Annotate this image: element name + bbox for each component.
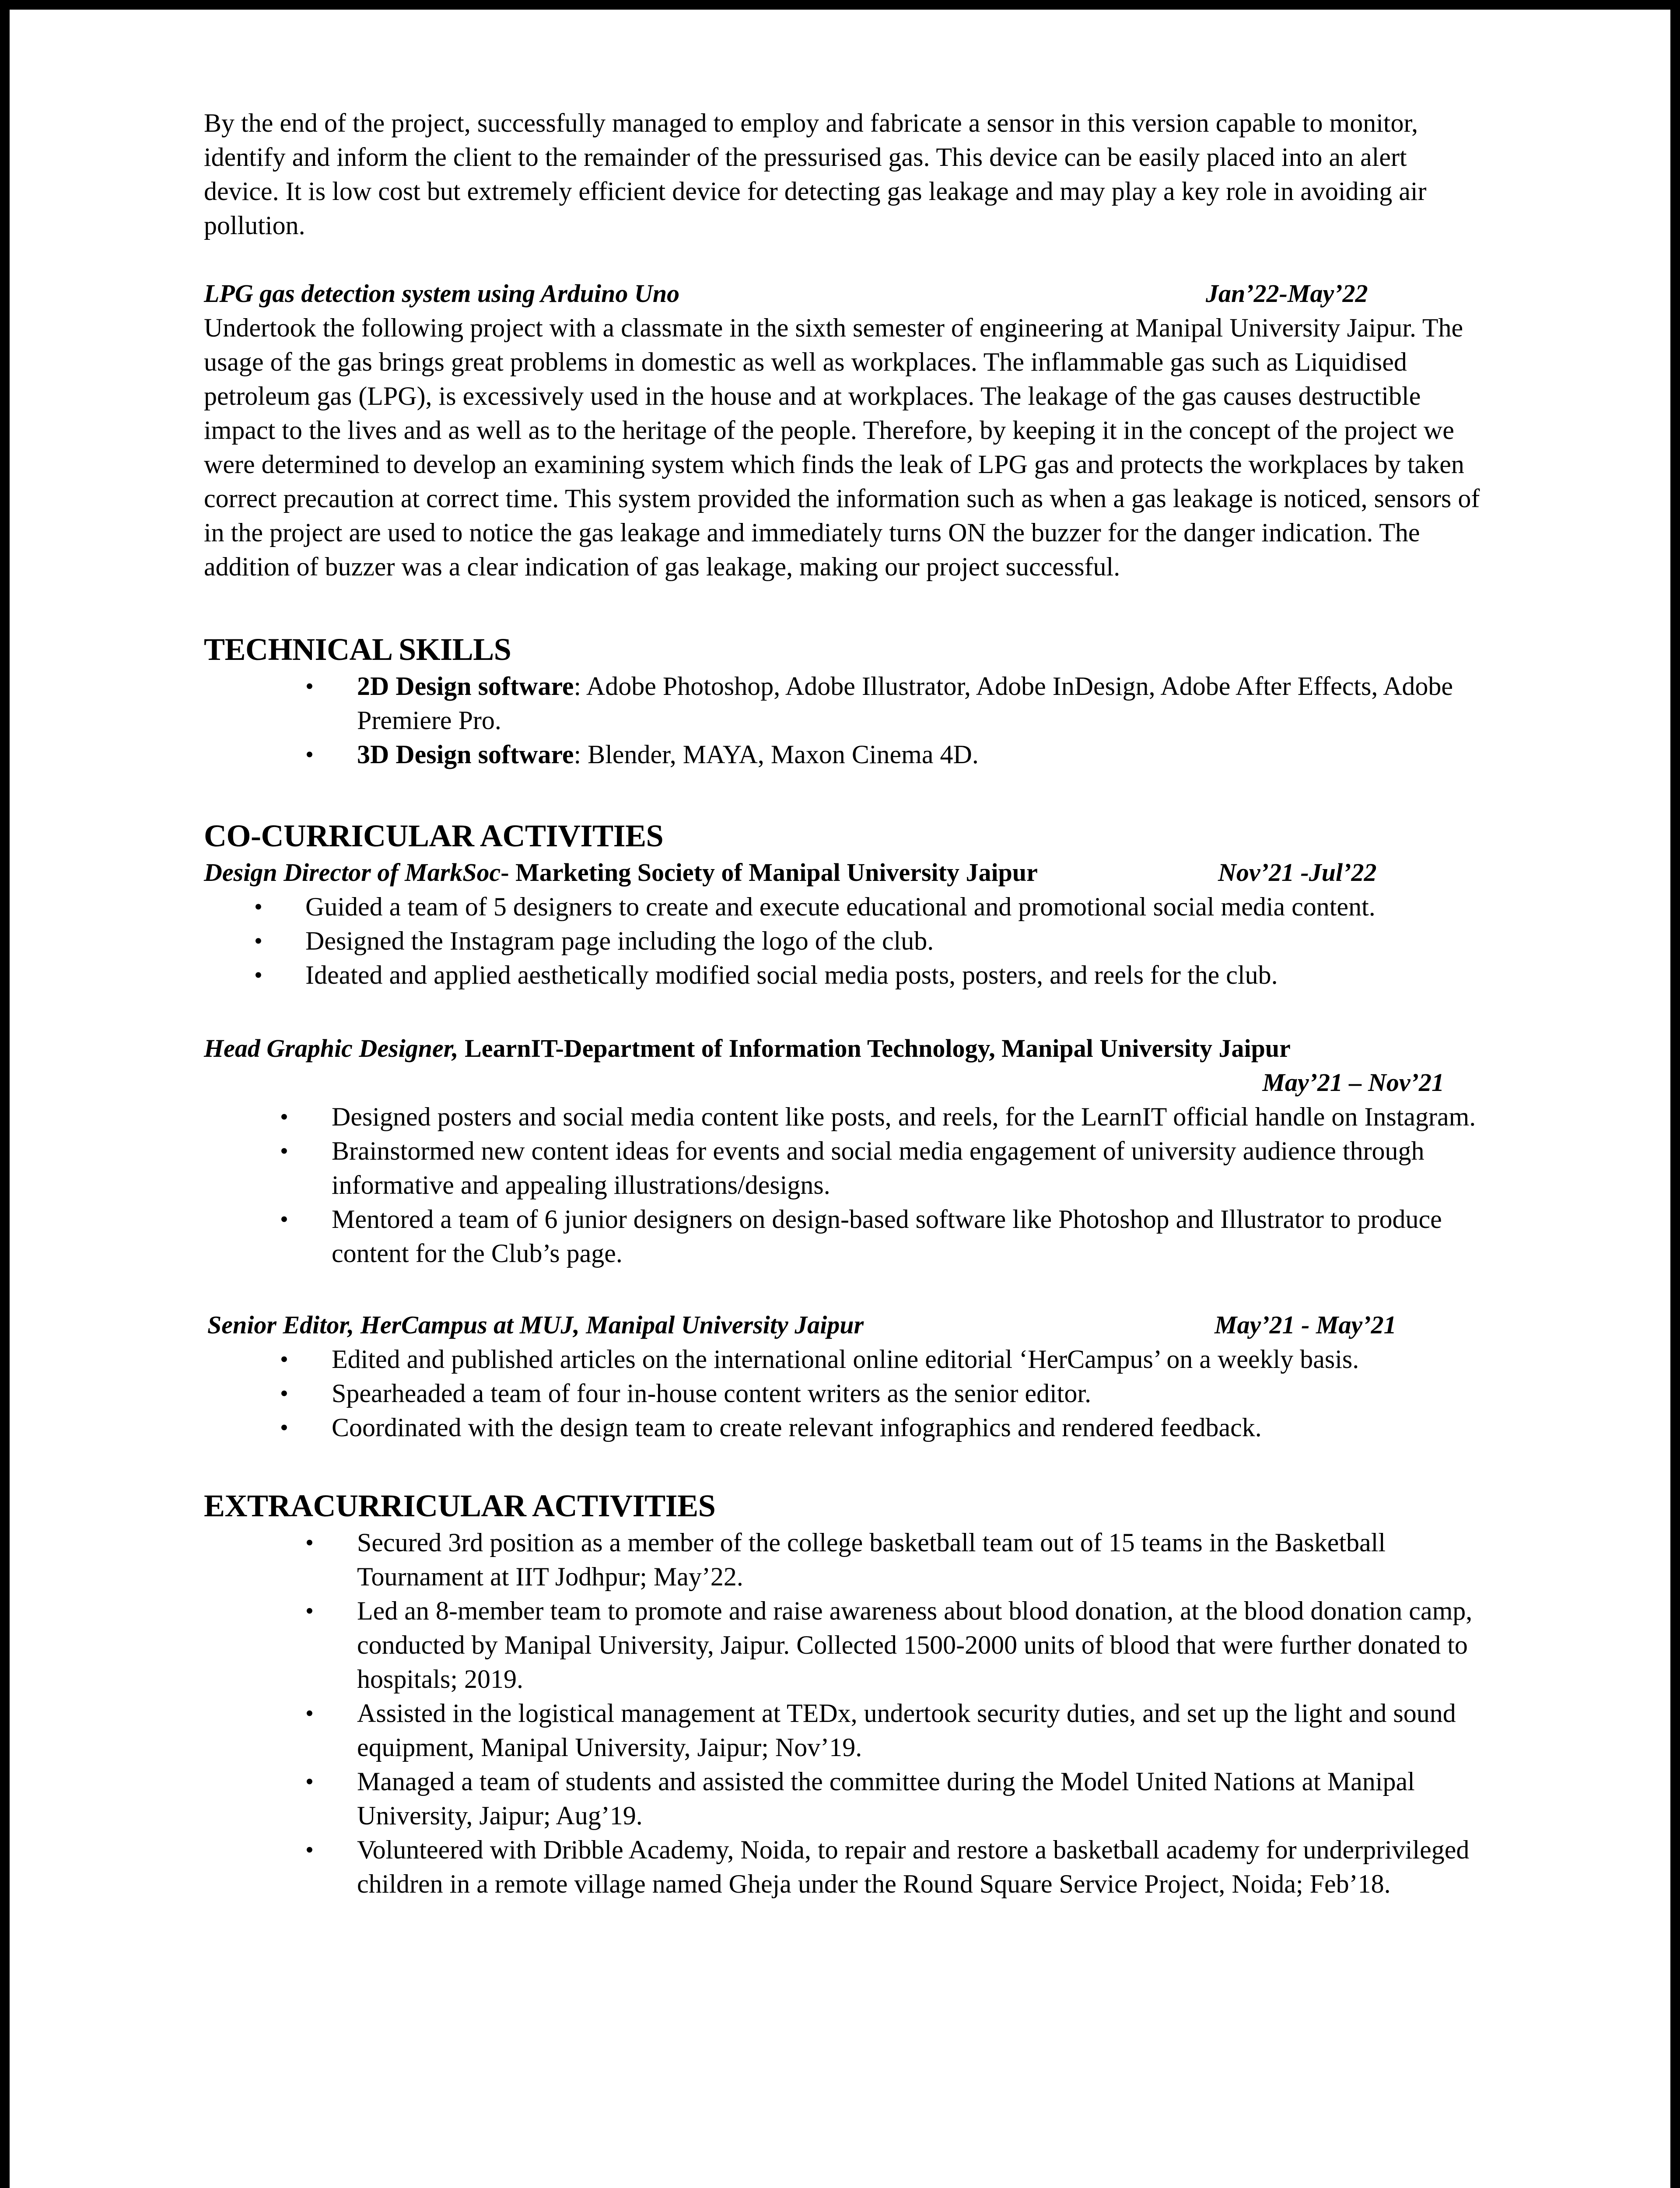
skill-label: 2D Design software [357, 672, 574, 701]
role-bullets [204, 1342, 1481, 1445]
role-date: May’21 – Nov’21 [1262, 1068, 1444, 1097]
list-item [204, 890, 1481, 924]
bullet-icon: • [305, 741, 314, 768]
bullet-text: Assisted in the logistical management at TEDx, undertook security duties, and set up the light and sound equipment, Manipal University, Jaipur; Nov’19. [357, 1699, 1456, 1762]
list-item [204, 1100, 1481, 1134]
bullet-icon: • [254, 962, 262, 988]
bullet-text: Managed a team of students and assisted the committee during the Model United Nations at Manipal University, Jaipur; Aug’19. [357, 1767, 1415, 1830]
extracurricular-list [204, 1525, 1481, 1901]
list-item [204, 1202, 1481, 1270]
bullet-text: Edited and published articles on the international online editorial ‘HerCampus’ on a weekly basis. [332, 1345, 1359, 1374]
list-item [204, 737, 1481, 771]
bullet-text: Designed the Instagram page including the logo of the club. [305, 926, 934, 955]
role-heading [204, 1308, 1481, 1342]
bullet-icon: • [280, 1414, 288, 1441]
bullet-icon: • [305, 1700, 314, 1726]
bullet-icon: • [305, 1598, 314, 1624]
project-description: Undertook the following project with a classmate in the sixth semester of engineering at Manipal University Jaipur. The usage of the gas brings great problems in domestic as well as workplaces. The inflammable gas such as Liquidised petroleum gas (LPG), is excessively used in the house and at workplaces. The leakage of the gas causes destructible impact to the lives and as well as to the heritage of the people. Therefore, by keeping it in the concept of the project we were determined to develop an examining system which finds the leak of LPG gas and protects the workplaces by taken correct precaution at correct time. This system provided the information such as when a gas leakage is noticed, sensors of in the project are used to notice the gas leakage and immediately turns ON the buzzer for the danger indication. The addition of buzzer was a clear indication of gas leakage, making our project successful. [204, 313, 1480, 581]
list-item [204, 958, 1481, 992]
project-heading [204, 277, 1481, 311]
list-item [204, 1376, 1481, 1410]
role-title: Head Graphic Designer, [204, 1034, 458, 1062]
role-date: Nov’21 -Jul’22 [1218, 858, 1377, 887]
role-bullets [204, 1100, 1481, 1270]
bullet-text: Ideated and applied aesthetically modified social media posts, posters, and reels for the club. [305, 961, 1278, 989]
intro-paragraph: By the end of the project, successfully managed to employ and fabricate a sensor in this version capable to monitor, identify and inform the client to the remainder of the pressurised gas. This device can be easily placed into an alert device. It is low cost but extremely efficient device for detecting gas leakage and may play a key role in avoiding air pollution. [204, 109, 1427, 240]
role-title: Senior Editor, HerCampus at MUJ, Manipal University Jaipur [207, 1311, 864, 1339]
bullet-icon: • [280, 1104, 288, 1130]
bullet-text: Designed posters and social media content like posts, and reels, for the LearnIT official handle on Instagram. [332, 1102, 1476, 1131]
role-org: LearnIT-Department of Information Technology, Manipal University Jaipur [458, 1034, 1291, 1062]
bullet-icon: • [254, 894, 262, 920]
list-item [204, 1525, 1481, 1594]
resume-page [204, 106, 1481, 1901]
bullet-icon: • [305, 673, 314, 699]
co-curricular-heading: CO-CURRICULAR ACTIVITIES [204, 818, 664, 853]
bullet-icon: • [305, 1837, 314, 1863]
extracurricular-heading: EXTRACURRICULAR ACTIVITIES [204, 1488, 716, 1523]
skill-label: 3D Design software [357, 740, 574, 769]
bullet-icon: • [280, 1346, 288, 1372]
bullet-text: Spearheaded a team of four in-house content writers as the senior editor. [332, 1379, 1092, 1408]
bullet-icon: • [280, 1206, 288, 1232]
role-title: Design Director of MarkSoc [204, 858, 501, 887]
bullet-icon: • [254, 928, 262, 954]
list-item [204, 1833, 1481, 1901]
list-item [204, 1764, 1481, 1833]
list-item [204, 669, 1481, 737]
bullet-text: Volunteered with Dribble Academy, Noida, to repair and restore a basketball academy for underprivileged children in a remote village named Gheja under the Round Square Service Project, Noida; Feb’18. [357, 1835, 1470, 1898]
bullet-text: Brainstormed new content ideas for events and social media engagement of university audience through informative and appealing illustrations/designs. [332, 1136, 1424, 1199]
bullet-text: Mentored a team of 6 junior designers on design-based software like Photoshop and Illustrator to produce content for the Club’s page. [332, 1205, 1442, 1268]
bullet-text: Led an 8-member team to promote and raise awareness about blood donation, at the blood donation camp, conducted by Manipal University, Jaipur. Collected 1500-2000 units of blood that were further donated to hospitals; 2019. [357, 1596, 1473, 1694]
bullet-icon: • [305, 1768, 314, 1795]
bullet-icon: • [280, 1138, 288, 1164]
role-heading [204, 1031, 1481, 1066]
bullet-icon: • [305, 1529, 314, 1556]
technical-skills-list [204, 669, 1481, 771]
list-item [204, 1410, 1481, 1445]
role-bullets [204, 890, 1481, 992]
skill-text: : Adobe Photoshop, Adobe Illustrator, Adobe InDesign, Adobe After Effects, Adobe Premiere Pro. [357, 672, 1453, 735]
list-item [204, 1594, 1481, 1696]
list-item [204, 1696, 1481, 1764]
list-item [204, 1134, 1481, 1202]
project-title: LPG gas detection system using Arduino Uno [204, 279, 680, 308]
role-date: May’21 - May’21 [1214, 1311, 1396, 1339]
bullet-text: Coordinated with the design team to create relevant infographics and rendered feedback. [332, 1413, 1262, 1442]
role-org: - Marketing Society of Manipal University Jaipur [500, 858, 1038, 887]
project-date: Jan’22-May’22 [1206, 279, 1368, 308]
list-item [204, 1342, 1481, 1376]
bullet-text: Secured 3rd position as a member of the college basketball team out of 15 teams in the Basketball Tournament at IIT Jodhpur; May’22. [357, 1528, 1386, 1591]
bullet-text: Guided a team of 5 designers to create and execute educational and promotional social media content. [305, 892, 1376, 921]
technical-skills-heading: TECHNICAL SKILLS [204, 632, 511, 667]
role-heading [204, 856, 1481, 890]
skill-text: : Blender, MAYA, Maxon Cinema 4D. [574, 740, 979, 769]
bullet-icon: • [280, 1380, 288, 1406]
list-item [204, 924, 1481, 958]
